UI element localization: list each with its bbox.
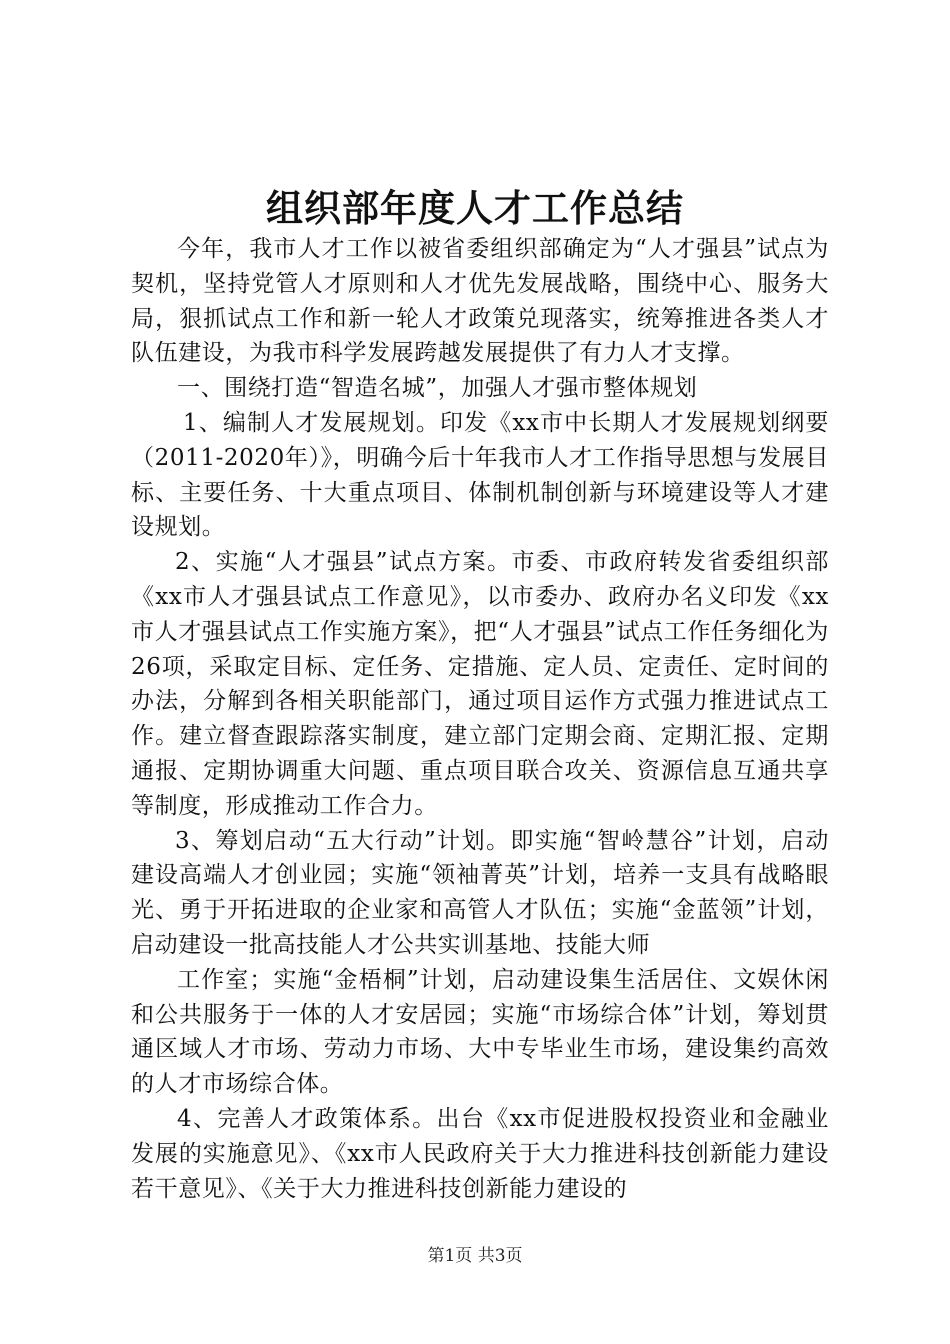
document-body bbox=[131, 232, 829, 1206]
page-footer: 第1页 共3页 bbox=[427, 1246, 523, 1266]
paragraph-item-3: 3、筹划启动“五大行动”计划。即实施“智岭慧谷”计划，启动建设高端人才创业园；实施“领袖菁英”计划，培养一支具有战略眼光、勇于开拓进取的企业家和高管人才队伍；实施“金蓝领”计划，启动建设一批高技能人才公共实训基地、技能大师 bbox=[131, 827, 829, 958]
section-heading-1: 一、围绕打造“智造名城”，加强人才强市整体规划 bbox=[177, 375, 698, 402]
paragraph-item-2: 2、实施“人才强县”试点方案。市委、市政府转发省委组织部《xx市人才强县试点工作意见》，以市委办、政府办名义印发《xx市人才强县试点工作实施方案》，把“人才强县”试点工作任务细化为26项，采取定目标、定任务、定措施、定人员、定责任、定时间的办法，分解到各相关职能部门，通过项目运作方式强力推进试点工作。建立督查跟踪落实制度，建立部门定期会商、定期汇报、定期通报、定期协调重大问题、重点项目联合攻关、资源信息互通共享等制度，形成推动工作合力。 bbox=[131, 549, 829, 819]
paragraph-item-1: 1、编制人才发展规划。印发《xx市中长期人才发展规划纲要（2011-2020年）》，明确今后十年我市人才工作指导思想与发展目标、主要任务、十大重点项目、体制机制创新与环境建设等人才建设规划。 bbox=[131, 409, 829, 541]
paragraph-intro: 今年，我市人才工作以被省委组织部确定为“人才强县”试点为契机，坚持党管人才原则和人才优先发展战略，围绕中心、服务大局，狠抓试点工作和新一轮人才政策兑现落实，统筹推进各类人才队伍建设，为我市科学发展跨越发展提供了有力人才支撑。 bbox=[131, 236, 829, 367]
document-title: 组织部年度人才工作总结 bbox=[266, 187, 684, 230]
paragraph-item-3-continued: 工作室；实施“金梧桐”计划，启动建设集生活居住、文娱休闲和公共服务于一体的人才安居园；实施“市场综合体”计划，筹划贯通区域人才市场、劳动力市场、大中专毕业生市场，建设集约高效的人才市场综合体。 bbox=[131, 966, 829, 1098]
paragraph-item-4: 4、完善人才政策体系。出台《xx市促进股权投资业和金融业发展的实施意见》、《xx市人民政府关于大力推进科技创新能力建设若干意见》、《关于大力推进科技创新能力建设的 bbox=[131, 1105, 829, 1202]
